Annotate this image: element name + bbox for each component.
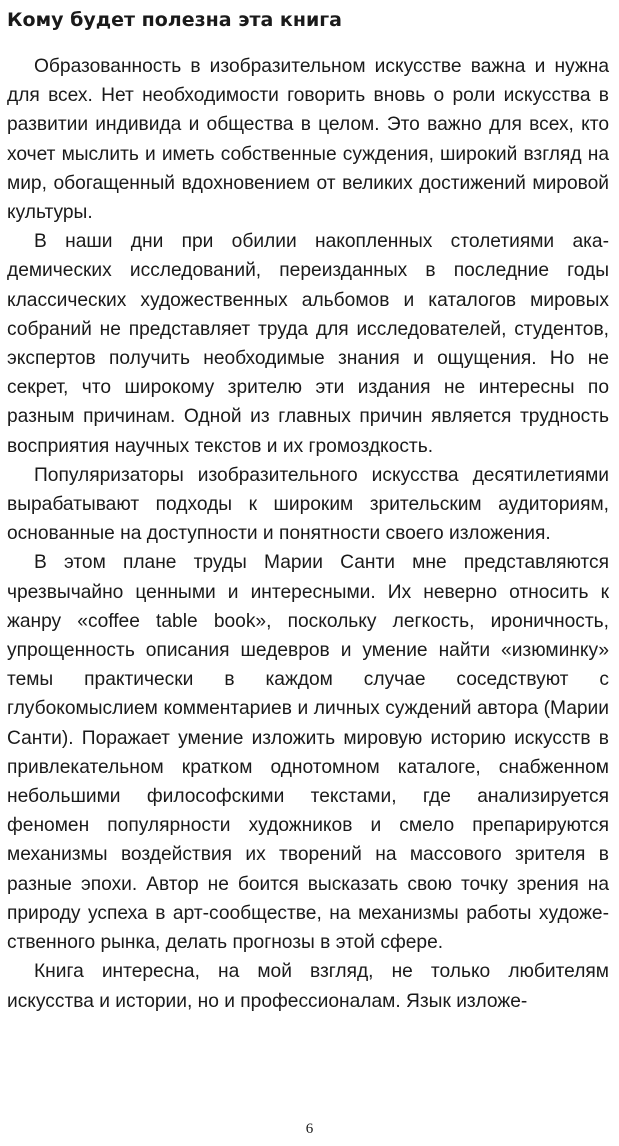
paragraph-4: В этом плане труды Марии Санти мне представляются чрезвычайно ценными и интересными. Их неверно относить к жанру «coffee table book», поскольку легкость, ироничность, упрощенность описания шедевров и умение найти «изюминку» темы практически в каждом случае соседствуют с глубокомыслием комментариев и личных суждений автора (Марии Санти). Поражает умение изложить мировую историю искусств в привлекательном кратком однотомном каталоге, снабженном небольшими философскими текстами, где анализируется феномен популярности художников и смело препарируются механизмы воздействия их творений на массового зрителя в разные эпохи. Автор не боится высказать свою точку зрения на природу успеха в арт-сообществе, на механизмы работы художественного рынка, делать прогнозы в этой сфере. bbox=[7, 552, 609, 954]
paragraph-1: Образованность в изобразительном искусстве важна и нужна для всех. Нет необходимости говорить вновь о роли искусства в развитии индивида и общества в целом. Это важно для всех, кто хочет мыслить и иметь собственные суждения, широкий взгляд на мир, обогащенный вдохновением от великих достижений мировой культуры. bbox=[7, 56, 609, 224]
book-page bbox=[7, 6, 609, 1016]
page-number: 6 bbox=[305, 1121, 314, 1137]
paragraph-2: В наши дни при обилии накопленных столетиями академических исследований, переизданных в последние годы классических художественных альбомов и каталогов мировых собраний не представляет труда для исследователей, студентов, экспертов получить необходимые знания и ощущения. Но не секрет, что широкому зрителю эти издания не интересны по разным причинам. Одной из главных причин является трудность восприятия научных текстов и их громоздкость. bbox=[7, 231, 609, 457]
section-heading: Кому будет полезна эта книга bbox=[7, 9, 343, 31]
paragraph-5: Книга интересна, на мой взгляд, не только любителям искусства и истории, но и профессионалам. Язык изложе- bbox=[7, 961, 609, 1012]
paragraph-3: Популяризаторы изобразительного искусства десятилетиями вырабатывают подходы к широким зрительским аудиториям, основанные на доступности и понятности своего изложения. bbox=[7, 464, 609, 545]
